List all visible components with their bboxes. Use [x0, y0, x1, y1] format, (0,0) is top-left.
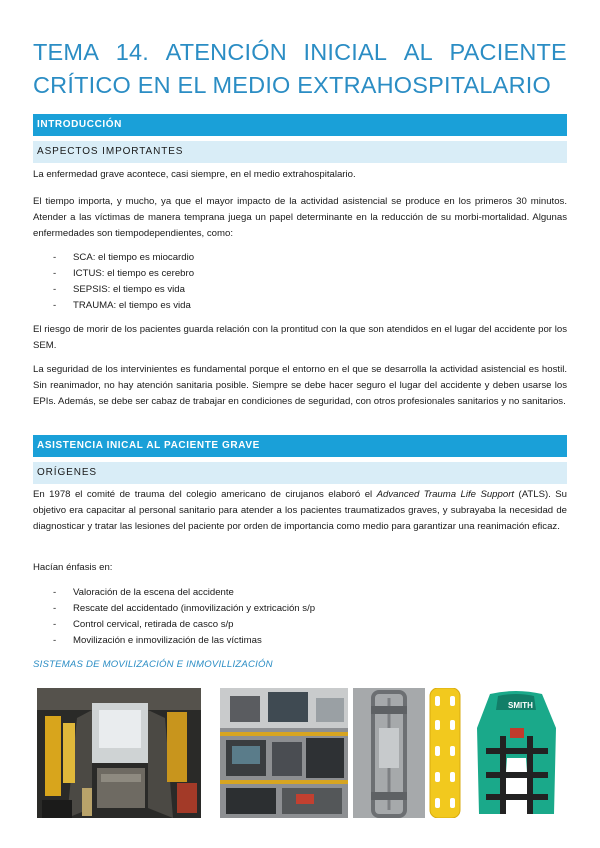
page-title: [33, 36, 567, 102]
list-item: - TRAUMA: el tiempo es vida: [53, 300, 191, 311]
subsection-header-origenes: ORÍGENES: [33, 462, 567, 484]
ambulance-interior-photo: [37, 688, 201, 818]
subsection-title-sistemas: SISTEMAS DE MOVILIZACIÓN E INMOVILLIZACIÓN: [33, 659, 273, 670]
list-item: - Rescate del accidentado (inmovilización y extricación s/p: [53, 603, 316, 614]
subsection-header-aspectos: ASPECTOS IMPORTANTES: [33, 141, 567, 163]
scoop-stretcher-photo: [353, 688, 425, 818]
title-line-2: CRÍTICO EN EL MEDIO EXTRAHOSPITALARIO: [33, 72, 551, 98]
list-item: - ICTUS: el tiempo es cerebro: [53, 268, 195, 279]
medical-equipment-photo: [220, 688, 348, 818]
intro-paragraph-3: El riesgo de morir de los pacientes guarda relación con la prontitud con la que son atendidos en el lugar del accidente por los SEM.: [33, 324, 567, 351]
origenes-paragraph-2: Hacían énfasis en:: [33, 562, 113, 573]
intro-paragraph-4: La seguridad de los intervinientes es fundamental porque el entorno en el que se desarrolla la actividad asistencial es hostil. Sin reanimador, no hay atención sanitaria posible. Siempre se debe hacer seguro el lugar del accidente y deben usarse los EPIs. Además, se debe ser cabaz de trabajar en condiciones de seguridad, con otros profesionales sanitarios y no sanitarios.: [33, 364, 567, 407]
list-item: - Control cervical, retirada de casco s/p: [53, 619, 234, 630]
title-word: INICIAL: [303, 39, 388, 65]
origenes-paragraph-1: En 1978 el comité de trauma del colegio americano de cirujanos elaboró el Advanced Trauma Life Support (ATLS). Su objetivo era capacitar al personal sanitario para atender a los pacientes traumatizados graves, y subrayaba la necesidad de diagnosticar y tratar las lesiones del paciente por orden de importancia como medio para garantizar una reanimación eficaz.: [33, 489, 568, 532]
title-line-1: [33, 36, 567, 69]
list-item: - Valoración de la escena del accidente: [53, 587, 234, 598]
time-dependent-list: [53, 250, 194, 314]
list-item: - Movilización e inmovilización de las víctimas: [53, 635, 262, 646]
title-word: TEMA: [33, 39, 100, 65]
section-header-asistencia: ASISTENCIA INICAL AL PACIENTE GRAVE: [33, 435, 567, 457]
title-word: ATENCIÓN: [165, 39, 287, 65]
title-word: 14.: [115, 39, 149, 65]
intro-paragraph-2: El tiempo importa, y mucho, ya que el mayor impacto de la actividad asistencial se produce en los primeros 30 minutos. Atender a las víctimas de manera temprana juega un papel determinante en la reducción de su morbi-mortalidad. Algunas enfermedades son tiempodependientes, como:: [33, 196, 567, 239]
enfasis-list: [53, 585, 315, 649]
title-word: PACIENTE: [449, 39, 567, 65]
title-word: AL: [403, 39, 433, 65]
section-header-introduccion: INTRODUCCIÓN: [33, 114, 567, 136]
list-item: - SEPSIS: el tiempo es vida: [53, 284, 185, 295]
extrication-vest-photo: [470, 688, 563, 818]
intro-paragraph-1: La enfermedad grave acontece, casi siempre, en el medio extrahospitalario.: [33, 169, 356, 180]
spine-board-photo: [426, 688, 464, 818]
list-item: - SCA: el tiempo es miocardio: [53, 252, 195, 263]
vest-brand-text: SMITH: [508, 701, 533, 710]
